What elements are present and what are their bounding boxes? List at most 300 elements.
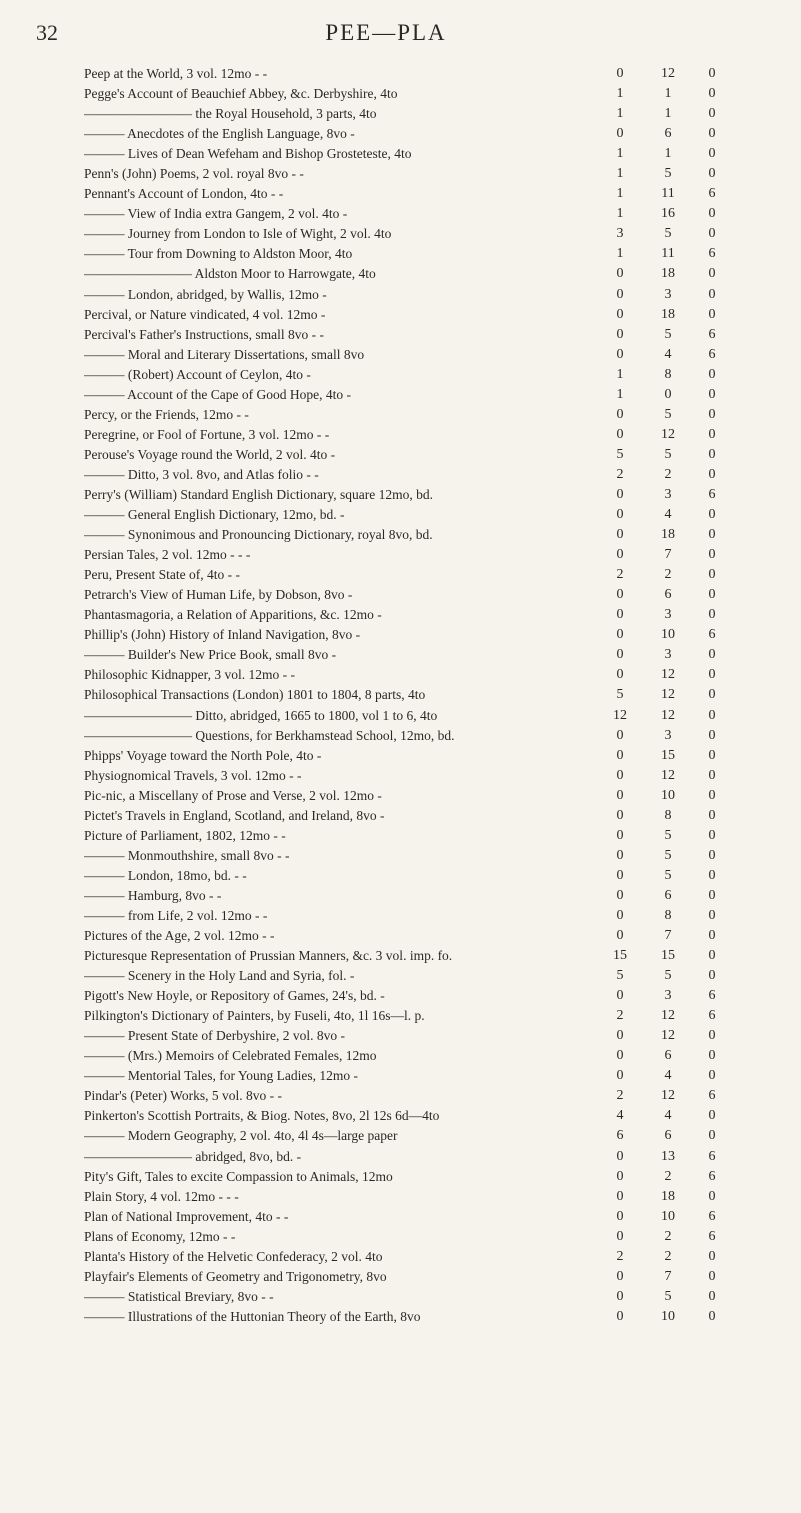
price-pounds: 0 <box>616 486 624 502</box>
catalogue-entry <box>84 1307 734 1327</box>
price-shillings: 6 <box>664 126 672 142</box>
price-shillings: 5 <box>664 1288 672 1304</box>
entry-title: Philosophic Kidnapper, 3 vol. 12mo - - <box>84 667 295 683</box>
price-shillings: 12 <box>661 667 675 683</box>
price-pence: 6 <box>708 627 716 643</box>
price-shillings: 3 <box>664 727 672 743</box>
price-pence: 0 <box>708 727 716 743</box>
price-pounds: 15 <box>613 948 627 964</box>
entry-title: Peru, Present State of, 4to - - <box>84 567 240 583</box>
price-pounds: 2 <box>616 1248 624 1264</box>
entry-title: Petrarch's View of Human Life, by Dobson, 8vo - <box>84 587 353 603</box>
entry-price <box>602 184 734 204</box>
price-pence: 0 <box>708 1188 716 1204</box>
price-pounds: 0 <box>616 286 624 302</box>
catalogue-entry <box>84 1207 734 1227</box>
entry-price <box>602 1267 734 1287</box>
price-shillings: 18 <box>661 527 675 543</box>
entry-price <box>602 124 734 144</box>
entry-price <box>602 485 734 505</box>
catalogue-entry <box>84 104 734 124</box>
entry-price <box>602 766 734 786</box>
price-pence: 0 <box>708 587 716 603</box>
price-shillings: 12 <box>661 767 675 783</box>
catalogue-entry <box>84 1167 734 1187</box>
entry-title: ——— Monmouthshire, small 8vo - - <box>84 847 290 863</box>
entry-price <box>602 345 734 365</box>
catalogue-entry <box>84 285 734 305</box>
entry-title: Pic-nic, a Miscellany of Prose and Verse, 2 vol. 12mo - <box>84 787 382 803</box>
price-pounds: 0 <box>616 887 624 903</box>
price-shillings: 12 <box>661 1088 675 1104</box>
entry-title: ——— Hamburg, 8vo - - <box>84 887 222 903</box>
entry-title: ——— Statistical Breviary, 8vo - - <box>84 1288 274 1304</box>
price-pence: 0 <box>708 366 716 382</box>
price-pence: 0 <box>708 867 716 883</box>
price-pounds: 0 <box>616 1308 624 1324</box>
price-pounds: 1 <box>616 206 624 222</box>
catalogue-entry <box>84 164 734 184</box>
entry-price <box>602 706 734 726</box>
entry-price <box>602 966 734 986</box>
price-pence: 0 <box>708 948 716 964</box>
catalogue-entry <box>84 1006 734 1026</box>
price-pounds: 0 <box>616 1148 624 1164</box>
catalogue-entry <box>84 445 734 465</box>
catalogue-entry <box>84 826 734 846</box>
price-pounds: 1 <box>616 186 624 202</box>
price-pence: 6 <box>708 1088 716 1104</box>
price-pence: 0 <box>708 446 716 462</box>
price-pounds: 0 <box>616 1288 624 1304</box>
catalogue-entry <box>84 585 734 605</box>
price-pounds: 0 <box>616 587 624 603</box>
entry-title: Persian Tales, 2 vol. 12mo - - - <box>84 547 251 563</box>
entry-price <box>602 164 734 184</box>
price-pounds: 0 <box>616 306 624 322</box>
price-shillings: 0 <box>664 386 672 402</box>
price-pence: 0 <box>708 527 716 543</box>
price-pounds: 0 <box>616 807 624 823</box>
entry-title: Perry's (William) Standard English Dictionary, square 12mo, bd. <box>84 486 433 502</box>
price-pence: 6 <box>708 346 716 362</box>
price-pence: 0 <box>708 968 716 984</box>
price-shillings: 2 <box>664 567 672 583</box>
price-shillings: 12 <box>661 1008 675 1024</box>
entry-price <box>602 1227 734 1247</box>
price-pounds: 0 <box>616 928 624 944</box>
catalogue-entry <box>84 986 734 1006</box>
price-pence: 6 <box>708 246 716 262</box>
price-pounds: 0 <box>616 1168 624 1184</box>
price-pence: 6 <box>708 1008 716 1024</box>
catalogue-entry <box>84 184 734 204</box>
entry-title: Physiognomical Travels, 3 vol. 12mo - - <box>84 767 302 783</box>
price-pounds: 0 <box>616 507 624 523</box>
entry-title: Pennant's Account of London, 4to - - <box>84 186 284 202</box>
entry-price <box>602 605 734 625</box>
price-shillings: 12 <box>661 687 675 703</box>
entry-title: ——— Moral and Literary Dissertations, small 8vo <box>84 346 365 362</box>
price-pounds: 0 <box>616 346 624 362</box>
catalogue-entry <box>84 565 734 585</box>
entry-title: ——— Account of the Cape of Good Hope, 4to - <box>84 386 351 402</box>
price-pence: 6 <box>708 1148 716 1164</box>
entry-title: ——— Modern Geography, 2 vol. 4to, 4l 4s—large paper <box>84 1128 398 1144</box>
catalogue-entry <box>84 665 734 685</box>
price-pounds: 1 <box>616 366 624 382</box>
price-shillings: 12 <box>661 707 675 723</box>
price-pence: 0 <box>708 1028 716 1044</box>
price-pounds: 0 <box>616 787 624 803</box>
price-pounds: 2 <box>616 466 624 482</box>
catalogue-entry <box>84 685 734 705</box>
entry-price <box>602 1247 734 1267</box>
price-pence: 0 <box>708 1068 716 1084</box>
catalogue-entry <box>84 84 734 104</box>
price-pence: 0 <box>708 266 716 282</box>
price-pounds: 0 <box>616 1208 624 1224</box>
price-pence: 0 <box>708 1248 716 1264</box>
price-pence: 0 <box>708 86 716 102</box>
price-pence: 0 <box>708 1128 716 1144</box>
entry-price <box>602 285 734 305</box>
price-pounds: 0 <box>616 988 624 1004</box>
price-pounds: 5 <box>616 687 624 703</box>
entry-title: ———————— Questions, for Berkhamstead School, 12mo, bd. <box>84 727 455 743</box>
price-pence: 0 <box>708 1268 716 1284</box>
entry-title: Pictet's Travels in England, Scotland, and Ireland, 8vo - <box>84 807 385 823</box>
price-pounds: 6 <box>616 1128 624 1144</box>
catalogue-entry <box>84 204 734 224</box>
price-shillings: 12 <box>661 426 675 442</box>
price-pounds: 0 <box>616 727 624 743</box>
entry-title: Peregrine, or Fool of Fortune, 3 vol. 12mo - - <box>84 426 330 442</box>
price-shillings: 18 <box>661 306 675 322</box>
entry-title: ———————— Ditto, abridged, 1665 to 1800, vol 1 to 6, 4to <box>84 707 438 723</box>
catalogue-entry <box>84 926 734 946</box>
entry-price <box>602 1307 734 1327</box>
price-pence: 0 <box>708 767 716 783</box>
price-shillings: 1 <box>664 146 672 162</box>
price-pounds: 0 <box>616 747 624 763</box>
entry-price <box>602 806 734 826</box>
price-pounds: 0 <box>616 266 624 282</box>
price-shillings: 4 <box>664 507 672 523</box>
catalogue-entry <box>84 124 734 144</box>
entry-title: ——— Journey from London to Isle of Wight, 2 vol. 4to <box>84 226 392 242</box>
entry-title: Plans of Economy, 12mo - - <box>84 1228 236 1244</box>
entry-price <box>602 204 734 224</box>
price-pence: 0 <box>708 707 716 723</box>
price-shillings: 7 <box>664 547 672 563</box>
price-pounds: 0 <box>616 767 624 783</box>
entry-title: Playfair's Elements of Geometry and Trigonometry, 8vo <box>84 1268 387 1284</box>
price-pence: 0 <box>708 1308 716 1324</box>
entry-title: ——— Builder's New Price Book, small 8vo - <box>84 647 337 663</box>
entry-title: ——— (Robert) Account of Ceylon, 4to - <box>84 366 311 382</box>
price-pounds: 0 <box>616 1028 624 1044</box>
entry-price <box>602 244 734 264</box>
entry-price <box>602 84 734 104</box>
entry-price <box>602 264 734 284</box>
price-pounds: 0 <box>616 1068 624 1084</box>
price-shillings: 16 <box>661 206 675 222</box>
price-pence: 0 <box>708 647 716 663</box>
price-pounds: 1 <box>616 166 624 182</box>
entry-price <box>602 1126 734 1146</box>
price-pence: 0 <box>708 166 716 182</box>
price-pence: 0 <box>708 827 716 843</box>
price-shillings: 10 <box>661 1308 675 1324</box>
price-shillings: 5 <box>664 326 672 342</box>
entry-price <box>602 826 734 846</box>
entry-title: Phipps' Voyage toward the North Pole, 4to - <box>84 747 322 763</box>
price-pounds: 4 <box>616 1108 624 1124</box>
price-pounds: 2 <box>616 567 624 583</box>
entry-price <box>602 685 734 705</box>
entry-price <box>602 365 734 385</box>
price-pounds: 0 <box>616 1188 624 1204</box>
price-pence: 0 <box>708 286 716 302</box>
price-shillings: 18 <box>661 266 675 282</box>
price-shillings: 3 <box>664 988 672 1004</box>
catalogue-entry <box>84 806 734 826</box>
catalogue-entry <box>84 946 734 966</box>
price-pence: 0 <box>708 567 716 583</box>
price-pence: 6 <box>708 486 716 502</box>
price-shillings: 3 <box>664 607 672 623</box>
entry-price <box>602 104 734 124</box>
price-shillings: 3 <box>664 486 672 502</box>
price-pence: 0 <box>708 667 716 683</box>
entry-title: Perouse's Voyage round the World, 2 vol. 4to - <box>84 446 336 462</box>
price-pounds: 0 <box>616 1268 624 1284</box>
entry-title: Pinkerton's Scottish Portraits, & Biog. Notes, 8vo, 2l 12s 6d—4to <box>84 1108 440 1124</box>
catalogue-entry <box>84 405 734 425</box>
catalogue-entry <box>84 1267 734 1287</box>
price-shillings: 8 <box>664 807 672 823</box>
entry-price <box>602 565 734 585</box>
price-shillings: 2 <box>664 466 672 482</box>
catalogue-entry <box>84 144 734 164</box>
entry-price <box>602 986 734 1006</box>
price-pence: 6 <box>708 1168 716 1184</box>
price-shillings: 3 <box>664 647 672 663</box>
entry-title: ———————— the Royal Household, 3 parts, 4to <box>84 106 377 122</box>
page-number: 32 <box>36 20 58 45</box>
price-pounds: 0 <box>616 1228 624 1244</box>
entry-price <box>602 305 734 325</box>
catalogue-entry <box>84 365 734 385</box>
price-shillings: 5 <box>664 827 672 843</box>
entry-title: ——— Ditto, 3 vol. 8vo, and Atlas folio - - <box>84 466 319 482</box>
entry-price <box>602 1066 734 1086</box>
price-pence: 0 <box>708 1108 716 1124</box>
entry-price <box>602 1006 734 1026</box>
entry-price <box>602 746 734 766</box>
price-pounds: 0 <box>616 426 624 442</box>
entry-title: Pindar's (Peter) Works, 5 vol. 8vo - - <box>84 1088 282 1104</box>
price-pounds: 1 <box>616 386 624 402</box>
catalogue-entry <box>84 766 734 786</box>
catalogue-entry <box>84 64 734 84</box>
price-pence: 0 <box>708 507 716 523</box>
entry-price <box>602 445 734 465</box>
catalogue-entry <box>84 605 734 625</box>
entry-title: ——— Anecdotes of the English Language, 8vo - <box>84 126 355 142</box>
catalogue-entry <box>84 385 734 405</box>
price-pounds: 5 <box>616 446 624 462</box>
entry-price <box>602 645 734 665</box>
entry-price <box>602 405 734 425</box>
price-pounds: 0 <box>616 627 624 643</box>
catalogue-entry <box>84 325 734 345</box>
price-pounds: 5 <box>616 968 624 984</box>
catalogue-entry <box>84 1066 734 1086</box>
price-pounds: 0 <box>616 647 624 663</box>
catalogue-entry <box>84 786 734 806</box>
price-shillings: 6 <box>664 887 672 903</box>
price-pounds: 2 <box>616 1088 624 1104</box>
price-shillings: 11 <box>661 246 675 262</box>
price-pence: 0 <box>708 66 716 81</box>
price-shillings: 10 <box>661 1208 675 1224</box>
price-shillings: 11 <box>661 186 675 202</box>
entry-price <box>602 1046 734 1066</box>
catalogue-entry <box>84 726 734 746</box>
price-shillings: 4 <box>664 346 672 362</box>
price-shillings: 5 <box>664 968 672 984</box>
price-shillings: 1 <box>664 86 672 102</box>
price-shillings: 5 <box>664 446 672 462</box>
entry-title: ——— Lives of Dean Wefeham and Bishop Grosteteste, 4to <box>84 146 412 162</box>
price-pence: 0 <box>708 907 716 923</box>
entry-title: Planta's History of the Helvetic Confederacy, 2 vol. 4to <box>84 1248 383 1264</box>
entry-price <box>602 665 734 685</box>
price-shillings: 5 <box>664 166 672 182</box>
entry-price <box>602 886 734 906</box>
entry-title: Picturesque Representation of Prussian Manners, &c. 3 vol. imp. fo. <box>84 948 453 964</box>
entry-title: ——— Mentorial Tales, for Young Ladies, 12mo - <box>84 1068 359 1084</box>
catalogue-entry <box>84 525 734 545</box>
catalogue-entry <box>84 485 734 505</box>
price-shillings: 6 <box>664 587 672 603</box>
entry-title: Pigott's New Hoyle, or Repository of Games, 24's, bd. - <box>84 988 385 1004</box>
price-shillings: 13 <box>661 1148 675 1164</box>
price-pounds: 1 <box>616 246 624 262</box>
price-shillings: 10 <box>661 627 675 643</box>
price-shillings: 5 <box>664 226 672 242</box>
price-pounds: 2 <box>616 1008 624 1024</box>
entry-title: Percival's Father's Instructions, small 8vo - - <box>84 326 324 342</box>
price-pounds: 0 <box>616 326 624 342</box>
price-pence: 6 <box>708 988 716 1004</box>
entry-price <box>602 846 734 866</box>
price-shillings: 12 <box>661 66 675 81</box>
entry-title: Pictures of the Age, 2 vol. 12mo - - <box>84 928 275 944</box>
price-pence: 6 <box>708 1228 716 1244</box>
price-shillings: 5 <box>664 847 672 863</box>
price-pence: 0 <box>708 306 716 322</box>
price-pence: 0 <box>708 547 716 563</box>
catalogue-entry <box>84 1126 734 1146</box>
catalogue-entry <box>84 1187 734 1207</box>
catalogue-entry <box>84 1247 734 1267</box>
entry-title: ——— Scenery in the Holy Land and Syria, fol. - <box>84 968 355 984</box>
price-pounds: 0 <box>616 907 624 923</box>
price-pence: 6 <box>708 186 716 202</box>
price-pence: 0 <box>708 787 716 803</box>
entry-title: ——— Synonimous and Pronouncing Dictionary, royal 8vo, bd. <box>84 527 433 543</box>
catalogue-entry <box>84 545 734 565</box>
catalogue-entry <box>84 966 734 986</box>
price-pounds: 0 <box>616 1048 624 1064</box>
catalogue-entry <box>84 1086 734 1106</box>
price-pounds: 0 <box>616 126 624 142</box>
entry-price <box>602 1187 734 1207</box>
catalogue-entries <box>84 64 734 1327</box>
price-pounds: 12 <box>613 707 627 723</box>
entry-title: Pity's Gift, Tales to excite Compassion to Animals, 12mo <box>84 1168 393 1184</box>
entry-price <box>602 1026 734 1046</box>
entry-title: Percy, or the Friends, 12mo - - <box>84 406 249 422</box>
entry-price <box>602 906 734 926</box>
price-pence: 0 <box>708 887 716 903</box>
price-pence: 0 <box>708 607 716 623</box>
price-pounds: 0 <box>616 547 624 563</box>
catalogue-entry <box>84 1026 734 1046</box>
catalogue-entry <box>84 886 734 906</box>
price-pence: 0 <box>708 807 716 823</box>
catalogue-entry <box>84 244 734 264</box>
entry-title: ——— Illustrations of the Huttonian Theory of the Earth, 8vo <box>84 1308 421 1324</box>
entry-title: Philosophical Transactions (London) 1801 to 1804, 8 parts, 4to <box>84 687 426 703</box>
entry-price <box>602 1106 734 1126</box>
price-pence: 0 <box>708 847 716 863</box>
price-pence: 0 <box>708 226 716 242</box>
price-pounds: 0 <box>616 667 624 683</box>
entry-price <box>602 325 734 345</box>
running-head: PEE—PLA <box>325 20 447 45</box>
price-shillings: 2 <box>664 1248 672 1264</box>
price-pounds: 1 <box>616 146 624 162</box>
price-shillings: 1 <box>664 106 672 122</box>
price-shillings: 3 <box>664 286 672 302</box>
entry-price <box>602 525 734 545</box>
entry-title: Plan of National Improvement, 4to - - <box>84 1208 289 1224</box>
entry-title: ——— London, 18mo, bd. - - <box>84 867 247 883</box>
price-pounds: 1 <box>616 106 624 122</box>
entry-title: ——— London, abridged, by Wallis, 12mo - <box>84 286 327 302</box>
price-shillings: 15 <box>661 747 675 763</box>
entry-price <box>602 224 734 244</box>
price-shillings: 4 <box>664 1108 672 1124</box>
price-shillings: 2 <box>664 1168 672 1184</box>
entry-title: ——— Present State of Derbyshire, 2 vol. 8vo - <box>84 1028 345 1044</box>
catalogue-entry <box>84 505 734 525</box>
catalogue-entry <box>84 465 734 485</box>
entry-title: Pegge's Account of Beauchief Abbey, &c. Derbyshire, 4to <box>84 86 398 102</box>
catalogue-entry <box>84 645 734 665</box>
price-pence: 0 <box>708 687 716 703</box>
price-pence: 0 <box>708 386 716 402</box>
price-pounds: 3 <box>616 226 624 242</box>
price-pounds: 1 <box>616 86 624 102</box>
price-pounds: 0 <box>616 527 624 543</box>
price-shillings: 6 <box>664 1048 672 1064</box>
price-pence: 0 <box>708 426 716 442</box>
